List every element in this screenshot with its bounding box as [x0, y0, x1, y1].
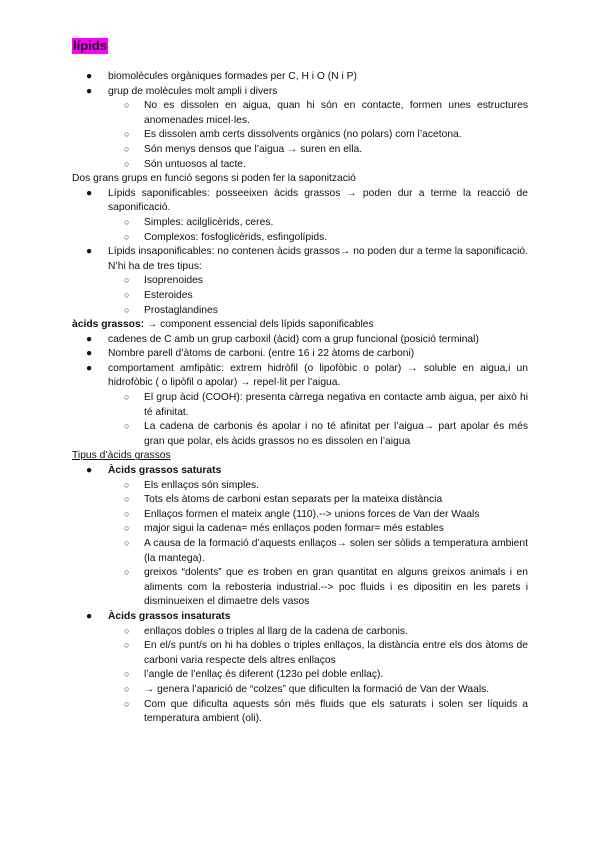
circle-bullet-icon: ○	[124, 625, 130, 636]
sub-bullet-item	[72, 420, 528, 449]
item-text: Es dissolen amb certs dissolvents orgànics (no polars) com l’acetona.	[144, 129, 462, 141]
item-text: Tots els àtoms de carboni estan separats per la mateixa distància	[144, 494, 443, 506]
item-text: Com que dificulta aquests són més fluids que els saturats i solen ser líquids a temperatura ambient (oli).	[144, 698, 528, 725]
sub-bullet-item	[72, 683, 528, 698]
bullet-item	[72, 245, 528, 274]
item-text: Àcids grassos saturats	[108, 465, 222, 477]
item-text: major sigui la cadena= més enllaços poden formar= més estables	[144, 523, 444, 535]
item-text: No es dissolen en aigua, quan hi són en contacte, formen unes estructures anomenades micel·les.	[144, 100, 528, 126]
sub-bullet-item	[72, 639, 528, 668]
circle-bullet-icon: ○	[124, 523, 130, 534]
bullet-item	[72, 333, 528, 348]
bullet-icon: ●	[86, 187, 93, 199]
item-text: Esteroides	[144, 289, 193, 301]
sub-bullet-item	[72, 304, 528, 319]
item-text: Enllaços formen el mateix angle (110).--> unions forces de Van der Waals	[144, 508, 480, 520]
item-text: Són menys densos que l’aigua → suren en ella.	[144, 143, 363, 155]
item-text: Complexos: fosfoglicèrids, esfingolípids.	[144, 231, 328, 243]
item-text: La cadena de carbonis és apolar i no té afinitat per l’aigua→ part apolar és més gran que polar, els àcids grassos no es dissolen en l’aigua	[144, 421, 528, 447]
paragraph	[72, 172, 528, 187]
circle-bullet-icon: ○	[124, 421, 130, 432]
bullet-item	[72, 362, 528, 391]
circle-bullet-icon: ○	[124, 538, 130, 548]
circle-bullet-icon: ○	[124, 392, 130, 403]
section-heading	[72, 449, 528, 464]
bullet-icon: ●	[86, 465, 93, 477]
circle-bullet-icon: ○	[124, 275, 130, 286]
bullet-item	[72, 464, 528, 479]
circle-bullet-icon: ○	[124, 100, 130, 111]
bullet-item	[72, 70, 528, 85]
sub-bullet-item	[72, 698, 528, 727]
item-text: Prostaglandines	[144, 304, 218, 316]
bullet-item	[72, 347, 528, 362]
sub-bullet-item	[72, 391, 528, 420]
item-text: grup de molècules molt ampli i divers	[108, 85, 278, 97]
sub-bullet-item	[72, 668, 528, 683]
circle-bullet-icon: ○	[124, 494, 130, 505]
bullet-item	[72, 85, 528, 100]
item-text: l’angle de l’enllaç és diferent (123o pel doble enllaç).	[144, 669, 384, 681]
bullet-icon: ●	[86, 333, 93, 345]
item-text: Són untuosos al tacte.	[144, 158, 246, 170]
circle-bullet-icon: ○	[124, 304, 130, 315]
sub-bullet-item	[72, 231, 528, 246]
circle-bullet-icon: ○	[124, 289, 130, 300]
bullet-icon: ●	[86, 610, 93, 622]
sub-bullet-item	[72, 493, 528, 508]
item-text: Isoprenoides	[144, 275, 203, 287]
circle-bullet-icon: ○	[124, 640, 130, 651]
item-text: Simples: acilglicèrids, ceres.	[144, 216, 274, 228]
item-text: cadenes de C amb un grup carboxil (àcid) com a grup funcional (posició terminal)	[108, 333, 479, 345]
circle-bullet-icon: ○	[124, 567, 130, 578]
notes-body	[72, 70, 528, 727]
sub-bullet-item	[72, 158, 528, 173]
sub-bullet-item	[72, 289, 528, 304]
circle-bullet-icon: ○	[124, 698, 130, 709]
bullet-icon: ●	[86, 362, 93, 374]
circle-bullet-icon: ○	[124, 143, 130, 154]
circle-bullet-icon: ○	[124, 158, 130, 169]
paragraph-text: → component essencial dels lípids saponificables	[144, 319, 374, 331]
page-title: lípids	[73, 38, 107, 53]
item-text: Nombre parell d’àtoms de carboni. (entre 16 i 22 àtoms de carboni)	[108, 348, 415, 360]
circle-bullet-icon: ○	[124, 508, 130, 519]
bullet-icon: ●	[86, 348, 93, 360]
item-text: Lípids insaponificables: no contenen àcids grassos→ no poden dur a terme la saponificació. N’hi ha de tres tipus:	[108, 246, 528, 272]
sub-bullet-item	[72, 625, 528, 640]
item-text: enllaços dobles o triples al llarg de la cadena de carbonis.	[144, 625, 408, 637]
sub-bullet-item	[72, 522, 528, 537]
item-text: greixos “dolents” que es troben en gran quantitat en alguns greixos animals i en aliments com la rebosteria industrial.--> poc fluids i es dipositin en les parets i disminueixen el dimaetre dels vasos	[144, 567, 528, 608]
sub-bullet-item	[72, 128, 528, 143]
sub-bullet-item	[72, 216, 528, 231]
bullet-icon: ●	[86, 71, 93, 82]
sub-bullet-item	[72, 508, 528, 523]
bullet-item	[72, 610, 528, 625]
item-text: biomolècules orgàniques formades per C, H i O (N i P)	[108, 71, 357, 82]
circle-bullet-icon: ○	[124, 479, 130, 490]
item-text: → genera l’aparició de “colzes” que dificulten la formació de Van der Waals.	[144, 683, 490, 695]
paragraph-text: Dos grans grups en funció segons si poden fer la saponització	[72, 173, 356, 185]
sub-bullet-item	[72, 99, 528, 128]
sub-bullet-item	[72, 274, 528, 289]
term-label: àcids grassos:	[72, 319, 145, 331]
sub-bullet-item	[72, 537, 528, 566]
circle-bullet-icon: ○	[124, 683, 130, 694]
sub-bullet-item	[72, 143, 528, 158]
item-text: El grup àcid (COOH): presenta càrrega negativa en contacte amb aigua, per això hi té afinitat.	[144, 392, 528, 418]
bullet-icon: ●	[86, 85, 93, 97]
paragraph	[72, 318, 528, 333]
item-text: Lípids saponificables: posseeixen àcids grassos → poden dur a terme la reacció de saponificació.	[108, 187, 528, 214]
item-text: comportament amfipàtic: extrem hidròfil (o lipofòbic o polar) → soluble en aigua,i un hidrofòbic ( o lipòfil o apolar) → repel·lit per l’aigua.	[108, 362, 528, 389]
paragraph-text: Tipus d’àcids grassos	[72, 450, 171, 462]
sub-bullet-item	[72, 479, 528, 494]
item-text: A causa de la formació d’aquests enllaços→ solen ser sòlids a temperatura ambient (la mantega).	[144, 538, 528, 564]
bullet-item	[72, 187, 528, 216]
circle-bullet-icon: ○	[124, 231, 130, 242]
item-text: En el/s punt/s on hi ha dobles o triples enllaços, la distància entre els dos àtoms de carboni varia respecte dels altres enllaços	[144, 640, 528, 666]
item-text: Els enllaços són simples.	[144, 479, 260, 491]
circle-bullet-icon: ○	[124, 129, 130, 140]
bullet-icon: ●	[86, 246, 93, 258]
circle-bullet-icon: ○	[124, 216, 130, 227]
sub-bullet-item	[72, 566, 528, 610]
item-text: Àcids grassos insaturats	[108, 610, 231, 622]
circle-bullet-icon: ○	[124, 669, 130, 680]
